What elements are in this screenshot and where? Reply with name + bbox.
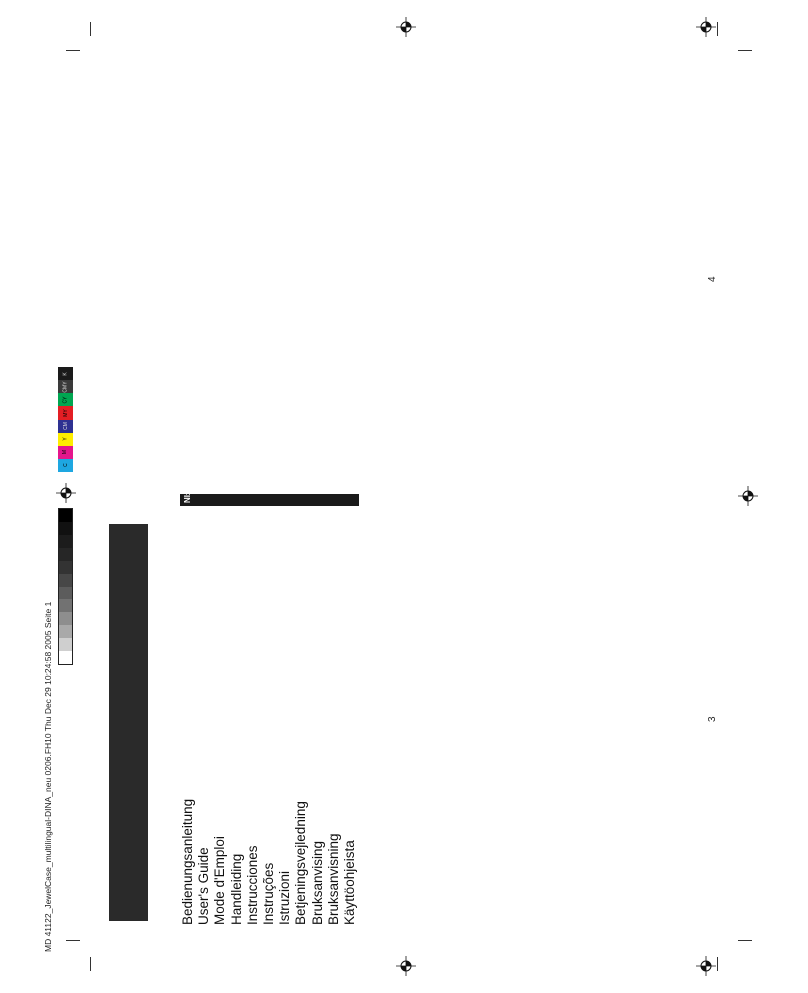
color-patch [58, 393, 73, 406]
manual-title-list [180, 799, 358, 925]
language-tab-n: N [180, 471, 192, 484]
crop-mark [717, 22, 718, 36]
title-fi: Käyttöohjeista [342, 840, 358, 925]
page-number-right: 4 [707, 276, 718, 282]
language-tab-dk: DK [180, 436, 192, 455]
color-patch-label: M [62, 450, 69, 455]
gray-patch [59, 625, 72, 638]
color-patch [58, 367, 73, 380]
color-patch [58, 406, 73, 419]
crop-mark [90, 957, 91, 971]
title-fr: Mode d'Emploi [212, 836, 228, 925]
color-patch [58, 459, 73, 472]
print-file-info: MD 41122_JewelCase_multilingual-DINA_neu 0206.FH10 Thu Dec 29 10:24:58 2005 Seite 1 [43, 601, 53, 952]
gray-patch [59, 522, 72, 535]
registration-mark-icon [396, 956, 416, 976]
title-dk: Betjeningsvejledning [293, 801, 309, 925]
cover-black-bar [109, 524, 148, 921]
color-patch [58, 433, 73, 446]
language-tab-p: P [180, 411, 192, 423]
language-tab-s: S [180, 457, 192, 469]
title-it: Istruzioni [277, 870, 293, 925]
color-patch-label: MY [62, 409, 69, 417]
color-patch-label: CMY [62, 381, 69, 393]
page-number-left: 3 [707, 716, 718, 722]
title-no: Bruksanvisning [325, 833, 341, 925]
crop-mark [738, 940, 752, 941]
color-patch-label: Y [62, 437, 69, 441]
gray-patch [59, 509, 72, 522]
title-pt: Instruções [261, 862, 277, 925]
language-tab-e: E [180, 396, 192, 408]
gray-patch [59, 574, 72, 587]
registration-mark-icon [738, 486, 758, 506]
gray-patch [59, 651, 72, 664]
color-patch [58, 380, 73, 393]
crop-mark [90, 22, 91, 36]
color-patch-label: CM [62, 422, 69, 430]
color-patch-label: CY [62, 396, 69, 404]
language-tab-gb: GB [180, 342, 192, 361]
gray-patch [59, 535, 72, 548]
language-tab-i: I [180, 425, 192, 434]
gray-patch [59, 612, 72, 625]
gray-patch [59, 587, 72, 600]
crop-mark [717, 957, 718, 971]
gray-patch [59, 638, 72, 651]
color-patch-label: K [62, 371, 69, 376]
language-tab-f: F [180, 363, 192, 375]
gray-patch [59, 548, 72, 561]
title-nl: Handleiding [228, 853, 244, 925]
color-patch [58, 420, 73, 433]
language-tab-d: D [180, 327, 192, 340]
language-tab-bar [180, 331, 359, 506]
gray-patch [59, 561, 72, 574]
crop-mark [738, 50, 752, 51]
registration-mark-icon [56, 483, 76, 503]
title-de: Bedienungsanleitung [180, 798, 195, 925]
language-tab-fin: FIN [180, 486, 192, 506]
language-tab-nl: NL [180, 377, 192, 395]
gray-patch [59, 599, 72, 612]
registration-mark-icon [696, 17, 716, 37]
registration-mark-icon [696, 956, 716, 976]
crop-mark [66, 940, 80, 941]
color-control-strip [58, 367, 73, 472]
color-patch [58, 446, 73, 459]
grayscale-control-strip [58, 508, 73, 665]
title-gb: User's Guide [196, 847, 212, 925]
color-patch-label: C [62, 463, 69, 468]
crop-mark [66, 50, 80, 51]
registration-mark-icon [396, 17, 416, 37]
title-se: Bruksanvising [309, 840, 325, 925]
title-es: Instrucciones [244, 845, 260, 925]
